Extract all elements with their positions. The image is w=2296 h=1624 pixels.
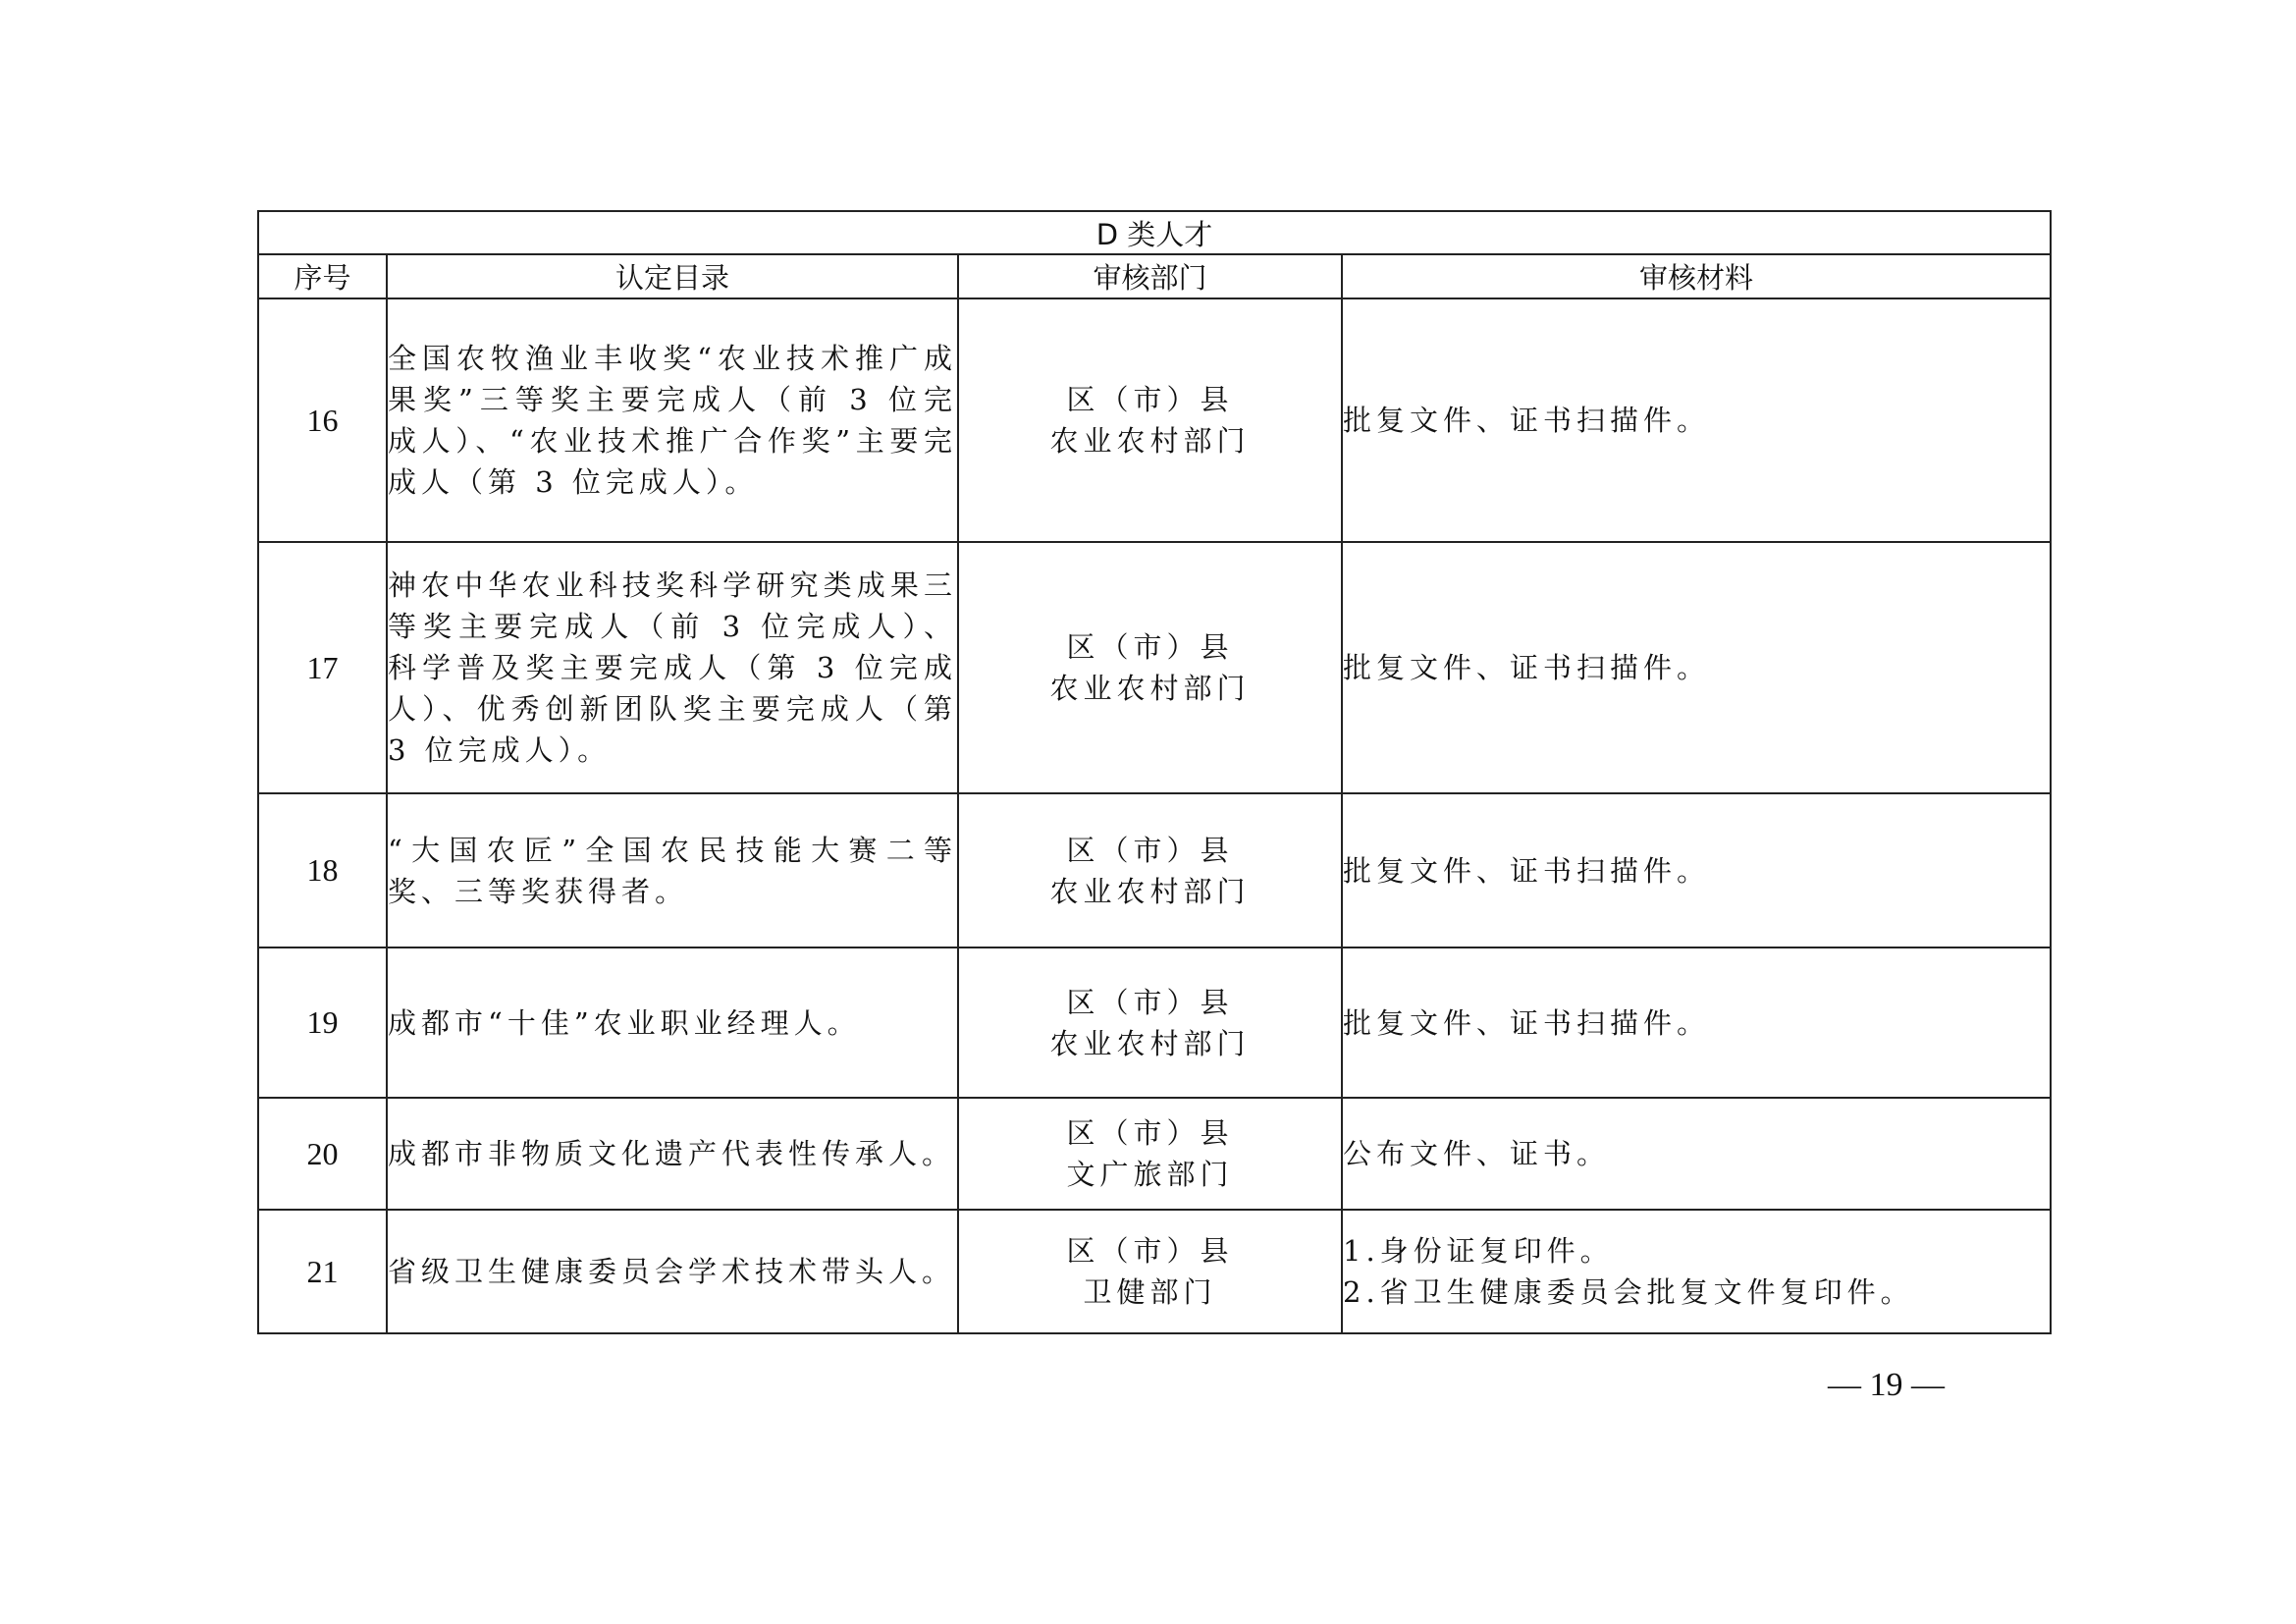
materials-line: 2.省卫生健康委员会批复文件复印件。 [1343, 1275, 1914, 1309]
catalog-cell: 成都市非物质文化遗产代表性传承人。 [387, 1098, 958, 1210]
materials-line: 批复文件、证书扫描件。 [1343, 651, 1711, 684]
dept-cell [958, 298, 1342, 542]
dept-line: 文广旅部门 [1066, 1158, 1234, 1191]
dept-cell [958, 793, 1342, 947]
materials-line: 批复文件、证书扫描件。 [1343, 853, 1711, 888]
table-row [258, 298, 2051, 542]
page-number: — 19 — [1828, 1367, 1945, 1403]
dept-line: 区（市）县 [1066, 1234, 1234, 1268]
header-catalog: 认定目录 [387, 254, 958, 298]
row-number: 17 [258, 542, 387, 793]
header-no: 序号 [258, 254, 387, 298]
materials-line: 1.身份证复印件。 [1343, 1234, 1614, 1268]
dept-line: 农业农村部门 [1049, 874, 1251, 908]
row-number: 18 [258, 793, 387, 947]
materials-cell [1342, 793, 2051, 947]
dept-line: 区（市）县 [1066, 1116, 1234, 1150]
row-number: 19 [258, 947, 387, 1098]
dept-cell [958, 947, 1342, 1098]
catalog-cell: 神农中华农业科技奖科学研究类成果三等奖主要完成人（前 3 位完成人）、科学普及奖主要完成人（第 3 位完成人）、优秀创新团队奖主要完成人（第 3 位完成人）。 [387, 542, 958, 793]
catalog-cell: 省级卫生健康委员会学术技术带头人。 [387, 1210, 958, 1333]
dept-cell [958, 1210, 1342, 1333]
dept-line: 区（市）县 [1066, 833, 1234, 867]
materials-line: 批复文件、证书扫描件。 [1343, 1005, 1711, 1040]
materials-cell [1342, 947, 2051, 1098]
dept-line: 卫健部门 [1083, 1275, 1217, 1309]
materials-line: 批复文件、证书扫描件。 [1343, 404, 1711, 437]
catalog-cell: “大国农匠”全国农民技能大赛二等奖、三等奖获得者。 [387, 793, 958, 947]
table-row [258, 947, 2051, 1098]
dept-line: 农业农村部门 [1049, 672, 1251, 705]
table-row [258, 542, 2051, 793]
materials-cell [1342, 1098, 2051, 1210]
dept-cell [958, 542, 1342, 793]
materials-cell [1342, 542, 2051, 793]
header-materials: 审核材料 [1342, 254, 2051, 298]
catalog-cell: 成都市“十佳”农业职业经理人。 [387, 947, 958, 1098]
dept-line: 区（市）县 [1066, 985, 1234, 1019]
header-dept: 审核部门 [958, 254, 1342, 298]
row-number: 21 [258, 1210, 387, 1333]
row-number: 20 [258, 1098, 387, 1210]
dept-line: 区（市）县 [1066, 630, 1234, 664]
dept-line: 农业农村部门 [1049, 1026, 1251, 1060]
catalog-cell: 全国农牧渔业丰收奖“农业技术推广成果奖”三等奖主要完成人（前 3 位完成人）、“农业技术推广合作奖”主要完成人（第 3 位完成人）。 [387, 298, 958, 542]
dept-line: 区（市）县 [1066, 383, 1234, 416]
dept-line: 农业农村部门 [1049, 424, 1251, 458]
row-number: 16 [258, 298, 387, 542]
table-row [258, 1098, 2051, 1210]
dept-cell [958, 1098, 1342, 1210]
table-row [258, 793, 2051, 947]
table-row [258, 1210, 2051, 1333]
materials-cell [1342, 298, 2051, 542]
talent-table [257, 210, 2052, 1334]
table-title: D 类人才 [258, 211, 2051, 254]
materials-cell [1342, 1210, 2051, 1333]
materials-line: 公布文件、证书。 [1343, 1137, 1611, 1170]
